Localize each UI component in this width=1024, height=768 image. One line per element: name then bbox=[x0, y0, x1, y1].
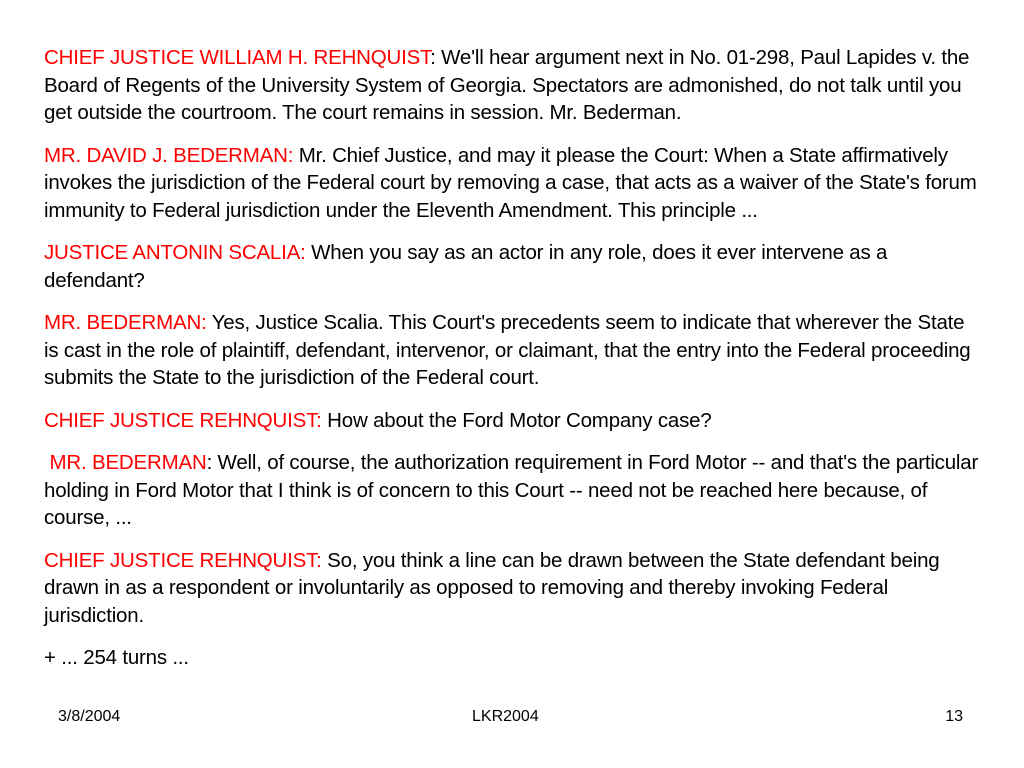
turn-text: Well, of course, the authorization requirement in Ford Motor -- and that's the particular holding in Ford Motor that I think is of concern to this Court -- need not be reached here because, of course, ... bbox=[44, 451, 979, 529]
speaker-separator: : bbox=[206, 451, 213, 474]
speaker-name: CHIEF JUSTICE WILLIAM H. REHNQUIST bbox=[44, 46, 431, 69]
speaker-name: CHIEF JUSTICE REHNQUIST: bbox=[44, 548, 322, 572]
turn-text: How about the Ford Motor Company case? bbox=[321, 408, 712, 432]
more-turns-note: + ... 254 turns ... bbox=[44, 646, 189, 669]
footer-title: LKR2004 bbox=[472, 708, 539, 725]
transcript-turn bbox=[44, 44, 984, 127]
turn-text: So, you think a line can be drawn between the State defendant being drawn in as a respondent or involuntarily as opposed to removing and thereby invoking Federal jurisdiction. bbox=[44, 548, 940, 627]
turn-text: When you say as an actor in any role, does it ever intervene as a defendant? bbox=[44, 241, 888, 292]
transcript-turn bbox=[44, 309, 984, 392]
transcript-turn bbox=[44, 449, 984, 532]
transcript-turn bbox=[44, 407, 984, 435]
speaker-name: MR. BEDERMAN: bbox=[44, 311, 207, 334]
speaker-name: JUSTICE ANTONIN SCALIA: bbox=[44, 241, 306, 264]
speaker-name: MR. BEDERMAN bbox=[44, 451, 207, 474]
footer-date: 3/8/2004 bbox=[58, 708, 121, 725]
speaker-separator: : bbox=[430, 46, 436, 69]
page-number: 13 bbox=[945, 708, 963, 725]
speaker-name: CHIEF JUSTICE REHNQUIST: bbox=[44, 408, 322, 432]
turn-text: We'll hear argument next in No. 01-298, Paul Lapides v. the Board of Regents of the University System of Georgia. Spectators are admonished, do not talk until you get outside the courtroom. The court remains in session. Mr. Bederman. bbox=[44, 46, 970, 124]
transcript-body bbox=[44, 44, 984, 687]
transcript-turn bbox=[44, 142, 984, 225]
transcript-turn bbox=[44, 239, 984, 294]
turn-text: Mr. Chief Justice, and may it please the Court: When a State affirmatively invokes the jurisdiction of the Federal court by removing a case, that acts as a waiver of the State's forum immunity to Federal jurisdiction under the Eleventh Amendment. This principle ... bbox=[44, 143, 977, 222]
turn-text: Yes, Justice Scalia. This Court's precedents seem to indicate that wherever the State is cast in the role of plaintiff, defendant, intervenor, or claimant, that the entry into the Federal proceeding submits the State to the jurisdiction of the Federal court. bbox=[44, 311, 971, 389]
transcript-turn bbox=[44, 547, 984, 630]
speaker-name: MR. DAVID J. BEDERMAN: bbox=[44, 143, 294, 167]
